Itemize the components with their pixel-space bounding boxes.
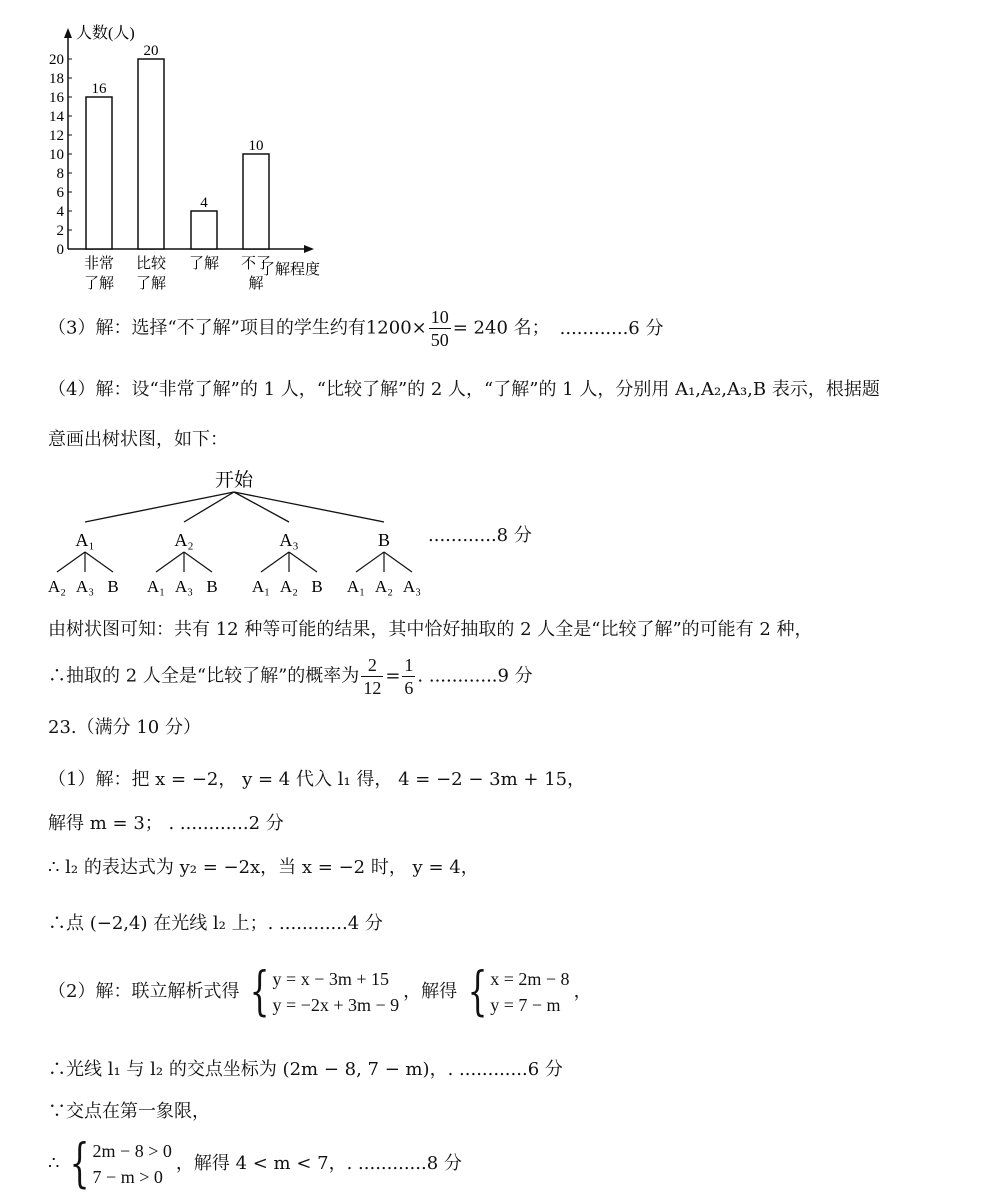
inequality: 7 − m > 0: [92, 1167, 163, 1187]
x-axis-arrow-icon: [304, 245, 314, 253]
equation: y = x − 3m + 15: [272, 969, 390, 989]
q23-step2: 解得 m = 3； . ............2 分: [48, 813, 284, 834]
y-tick-label: 4: [56, 204, 64, 220]
q23-step6: ∴光线 l₁ 与 l₂ 的交点坐标为 (2m − 8, 7 − m)，. ............6 分: [48, 1059, 563, 1080]
part3-lead: （3）解：选择“不了解”项目的学生约有1200×: [48, 317, 427, 339]
y-tick-label: 14: [49, 109, 64, 125]
tree-node: A₃: [279, 530, 299, 550]
y-tick-label: 8: [56, 166, 64, 182]
equation: y = 7 − m: [490, 995, 561, 1015]
tree-leaf: B: [107, 577, 119, 596]
tree-leaf: B: [311, 577, 323, 596]
tree-leaf-branch: [289, 552, 317, 572]
fraction-numerator: 1: [404, 655, 414, 675]
y-tick-label: 2: [56, 223, 64, 239]
part4-line1: （4）解：设“非常了解”的 1 人，“比较了解”的 2 人，“了解”的 1 人，分别用 A₁,A₂,A₃,B 表示，根据题: [48, 379, 880, 400]
bar-value-label: 16: [91, 81, 107, 97]
conclusion-line2: [48, 654, 533, 699]
tree-node: A₁: [75, 530, 95, 550]
fraction-denominator: 6: [404, 678, 414, 698]
part4-line2: 意画出树状图，如下：: [48, 429, 228, 450]
category-label: 了解: [135, 276, 167, 292]
conclusion-line1: 由树状图可知：共有 12 种等可能的结果，其中恰好抽取的 2 人全是“比较了解”的可能有 2 种，: [48, 619, 813, 640]
fraction-numerator: 2: [361, 654, 383, 677]
equation-system-1: [243, 962, 400, 1022]
brace-icon: {: [70, 1134, 90, 1194]
q23-step5: [48, 962, 592, 1022]
y-axis-arrow-icon: [64, 28, 72, 38]
q23-step4: ∴点 (−2,4) 在光线 l₂ 上；. ............4 分: [48, 913, 383, 934]
inequality-system: [63, 1134, 172, 1194]
tree-leaf-branch: [384, 552, 412, 572]
q23-title: 23.（满分 10 分）: [48, 717, 201, 738]
tree-root: 开始: [214, 470, 254, 491]
part3-score: ............6 分: [559, 317, 664, 339]
category-label: 不了: [240, 256, 272, 272]
tree-leaf: A₁: [146, 577, 166, 596]
tree-leaf-branch: [261, 552, 289, 572]
bar-value-label: 20: [143, 43, 159, 59]
bar: [138, 59, 164, 249]
therefore-symbol: ∴: [48, 1153, 60, 1174]
tree-leaf: A₁: [346, 577, 366, 596]
tree-leaf: B: [206, 577, 218, 596]
tree-node: B: [377, 530, 391, 550]
tree-score: ............8 分: [428, 525, 532, 546]
fraction-denominator: 50: [430, 330, 449, 350]
brace-icon: {: [467, 962, 488, 1022]
part3-line: [48, 306, 663, 351]
y-tick-label: 12: [49, 128, 64, 144]
equation-system-2: [461, 962, 570, 1022]
inequality: 2m − 8 > 0: [92, 1141, 172, 1161]
probability-score: . ............9 分: [417, 665, 533, 687]
tree-branch: [234, 492, 384, 522]
tree-branch: [85, 492, 234, 522]
probability-fraction-1: [361, 654, 383, 699]
equation: y = −2x + 3m − 9: [272, 995, 400, 1015]
system-mid: ，解得: [403, 981, 458, 1002]
category-label: 了解: [83, 276, 115, 292]
bar: [86, 97, 112, 249]
probability-lead: ∴抽取的 2 人全是“比较了解”的概率为: [48, 665, 360, 687]
fraction-denominator: 12: [363, 678, 382, 698]
category-label: 了解: [188, 256, 220, 272]
tree-leaf: A₃: [75, 577, 95, 596]
tree-leaf-branch: [85, 552, 113, 572]
q23-step8: [48, 1134, 462, 1194]
bar-chart: [30, 18, 380, 300]
equals-sign: =: [385, 665, 401, 687]
tree-node: A₂: [174, 530, 194, 550]
bar-value-label: 10: [248, 138, 264, 154]
bar: [243, 154, 269, 249]
tree-leaf: A₃: [174, 577, 194, 596]
probability-fraction-2: [402, 654, 415, 699]
tree-leaf-branch: [57, 552, 85, 572]
fraction-numerator: 10: [430, 307, 449, 327]
part3-tail: = 240 名；: [452, 317, 550, 339]
tree-leaf-branch: [356, 552, 384, 572]
bar: [191, 211, 217, 249]
tree-leaf-branch: [184, 552, 212, 572]
y-tick-label: 0: [56, 242, 64, 258]
equation: x = 2m − 8: [490, 969, 570, 989]
tree-branch: [234, 492, 289, 522]
y-tick-label: 16: [49, 90, 64, 106]
category-label: 比较: [135, 256, 167, 272]
tree-leaf: A₃: [402, 577, 422, 596]
y-axis-label: 人数(人): [76, 25, 135, 42]
y-tick-label: 18: [49, 71, 64, 87]
category-label: 解: [248, 276, 264, 292]
tree-leaf: A₁: [251, 577, 271, 596]
y-tick-label: 20: [49, 52, 64, 68]
y-tick-label: 6: [56, 185, 64, 201]
tree-leaf-branch: [156, 552, 184, 572]
brace-icon: {: [250, 962, 270, 1022]
q23-step7: ∵交点在第一象限，: [48, 1101, 210, 1122]
category-label: 非常: [83, 256, 115, 272]
tree-leaf: A₂: [279, 577, 299, 596]
tree-leaf: A₂: [374, 577, 394, 596]
bar-value-label: 4: [200, 195, 208, 211]
system-end: ，: [573, 981, 592, 1002]
y-tick-label: 10: [49, 147, 64, 163]
x-axis-label: 了解程度: [259, 262, 320, 278]
q23-step3: ∴ l₂ 的表达式为 y₂ = −2x，当 x = −2 时， y = 4，: [48, 857, 479, 878]
system-lead: （2）解：联立解析式得: [48, 981, 240, 1002]
tree-leaf: A₂: [47, 577, 67, 596]
part3-fraction: [429, 306, 451, 351]
q23-step1: （1）解：把 x = −2， y = 4 代入 l₁ 得， 4 = −2 − 3m + 15，: [48, 769, 586, 790]
inequality-tail: ，解得 4 < m < 7，. ............8 分: [175, 1153, 462, 1174]
